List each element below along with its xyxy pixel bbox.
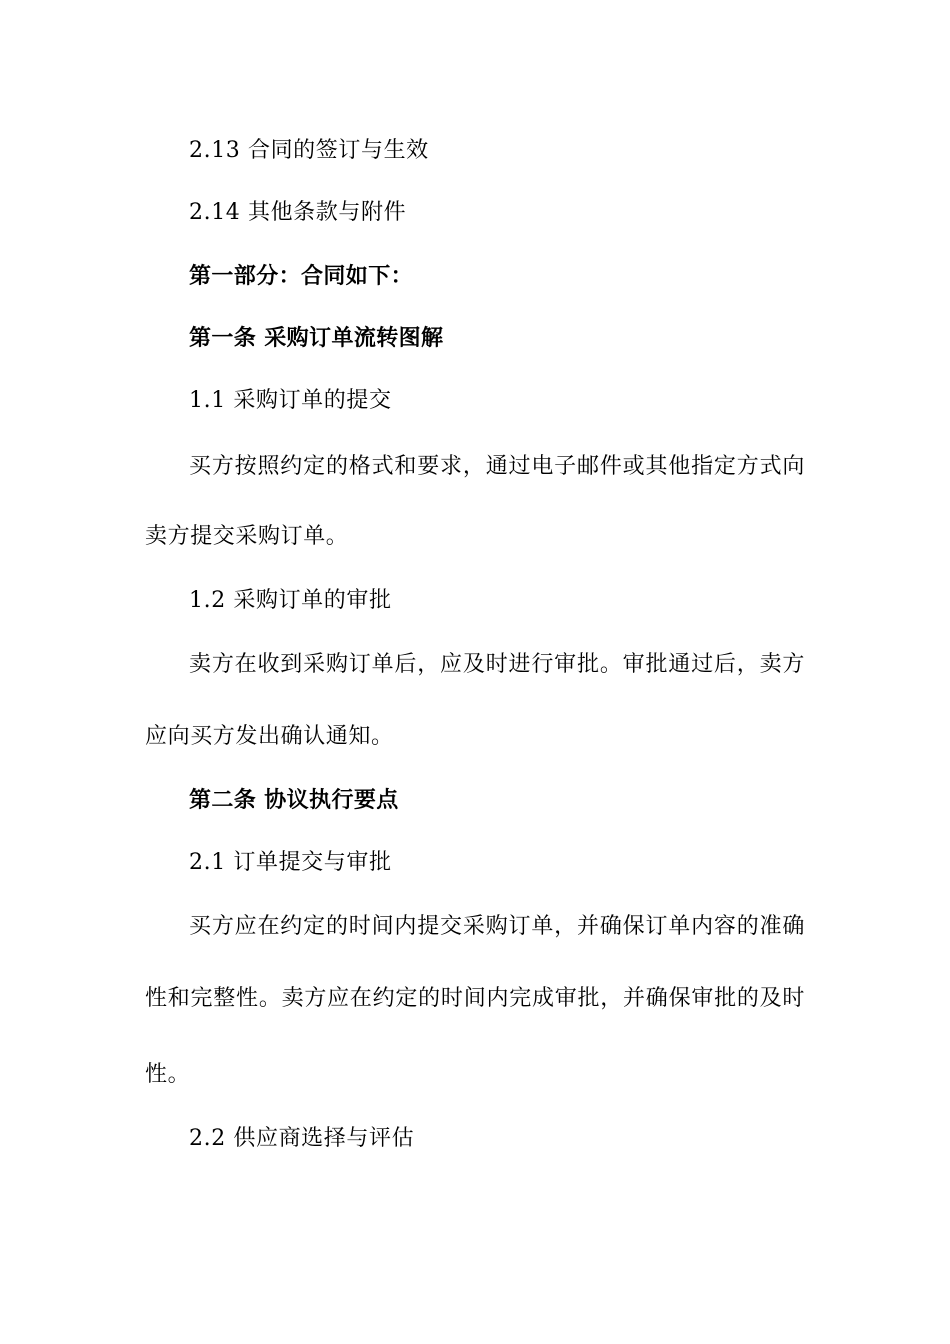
paragraph-line <box>189 650 805 680</box>
paragraph-line <box>189 452 805 482</box>
article-heading-2: 第二条 协议执行要点 <box>189 788 399 813</box>
paragraph-line: 性。 <box>145 1062 191 1087</box>
paragraph-line: 应向买方发出确认通知。 <box>145 724 394 749</box>
section-heading-2-13: 2.13 合同的签订与生效 <box>189 138 429 163</box>
paragraph-line <box>189 912 805 942</box>
article-heading-1: 第一条 采购订单流转图解 <box>189 326 444 351</box>
clause-heading-1-2: 1.2 采购订单的审批 <box>189 588 392 613</box>
paragraph-text: 卖方在收到采购订单后，应及时进行审批。审批通过后，卖方 <box>189 652 805 677</box>
paragraph-line: 卖方提交采购订单。 <box>145 524 349 549</box>
clause-heading-2-2: 2.2 供应商选择与评估 <box>189 1126 415 1151</box>
section-heading-2-14: 2.14 其他条款与附件 <box>189 200 407 225</box>
clause-heading-2-1: 2.1 订单提交与审批 <box>189 850 392 875</box>
paragraph-text: 买方按照约定的格式和要求，通过电子邮件或其他指定方式向 <box>189 454 805 479</box>
paragraph-text: 买方应在约定的时间内提交采购订单，并确保订单内容的准确 <box>189 914 805 939</box>
paragraph-text: 性和完整性。卖方应在约定的时间内完成审批，并确保审批的及时 <box>145 986 805 1011</box>
clause-heading-1-1: 1.1 采购订单的提交 <box>189 388 392 413</box>
paragraph-line <box>145 984 805 1014</box>
part-heading: 第一部分：合同如下： <box>189 264 414 289</box>
